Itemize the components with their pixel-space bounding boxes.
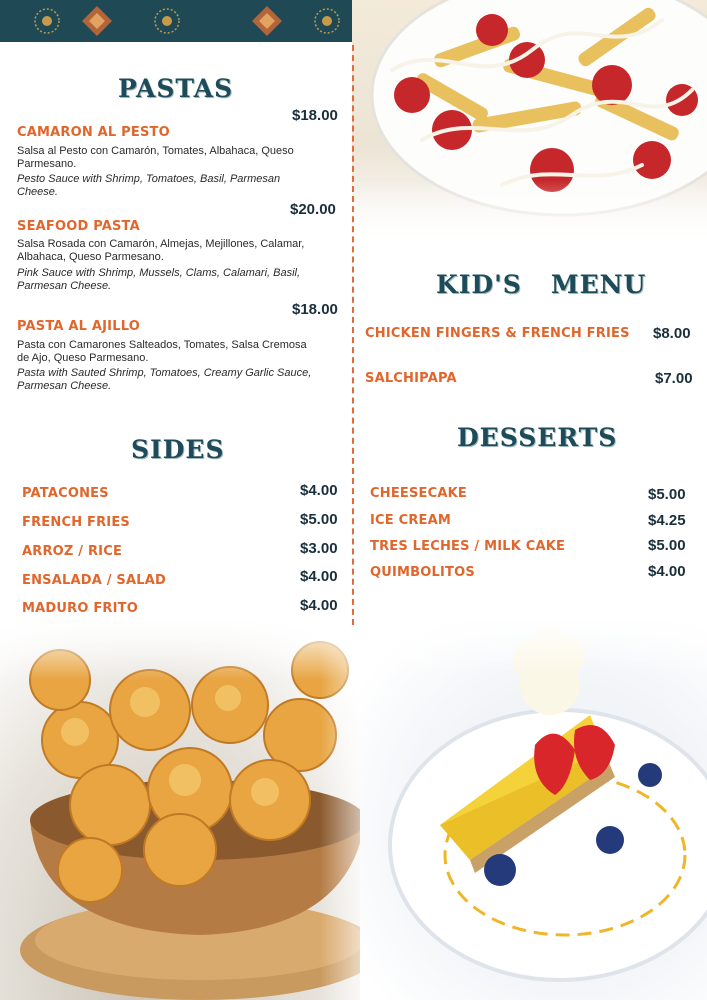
dessert-item-name: QUIMBOLITOS <box>370 565 475 580</box>
side-item-name: PATACONES <box>22 486 109 501</box>
kids-menu-heading: KID'S MENU <box>436 270 647 299</box>
column-divider <box>352 45 354 625</box>
side-item-price: $4.00 <box>300 482 338 499</box>
decorative-band <box>0 0 352 42</box>
pasta-description-en: Pesto Sauce with Shrimp, Tomatoes, Basil, Parmesan Cheese. <box>17 173 281 198</box>
pasta-price: $20.00 <box>290 201 336 218</box>
kids-item-price: $7.00 <box>655 370 693 387</box>
diamond-ornament-icon <box>80 4 114 38</box>
pasta-description-en: Pasta with Sauted Shrimp, Tomatoes, Creamy Garlic Sauce, Parmesan Cheese. <box>17 367 312 392</box>
dessert-item-price: $4.00 <box>648 563 686 580</box>
dessert-item-name: ICE CREAM <box>370 513 452 528</box>
side-item-price: $3.00 <box>300 540 338 557</box>
cheesecake-plate-illustration <box>360 615 707 1000</box>
pasta-price: $18.00 <box>292 107 338 124</box>
mandala-ornament-icon <box>150 4 184 38</box>
side-item-price: $5.00 <box>300 511 338 528</box>
pasta-description-en: Pink Sauce with Shrimp, Mussels, Clams, Calamari, Basil, Parmesan Cheese. <box>17 267 301 292</box>
dessert-item-name: CHEESECAKE <box>370 486 467 501</box>
dessert-item-price: $4.25 <box>648 512 686 529</box>
side-item-name: ARROZ / RICE <box>22 544 123 559</box>
pasta-price: $18.00 <box>292 301 338 318</box>
dessert-item-price: $5.00 <box>648 486 686 503</box>
salchipapa-photo <box>352 0 707 245</box>
cheesecake-photo <box>360 615 707 1000</box>
pasta-description-es: Salsa al Pesto con Camarón, Tomates, Albahaca, Queso Parmesano. <box>17 145 294 170</box>
side-item-name: MADURO FRITO <box>22 601 138 616</box>
pastas-heading: PASTAS <box>118 74 234 103</box>
pasta-description-es: Pasta con Camarones Salteados, Tomates, Salsa Cremosa de Ajo, Queso Parmesano. <box>17 339 307 364</box>
mandala-ornament-icon <box>30 4 64 38</box>
dessert-item-price: $5.00 <box>648 537 686 554</box>
diamond-ornament-icon <box>250 4 284 38</box>
kids-item-price: $8.00 <box>653 325 691 342</box>
pasta-description-es: Salsa Rosada con Camarón, Almejas, Mejillones, Calamar, Albahaca, Queso Parmesano. <box>17 238 305 263</box>
mandala-ornament-icon <box>310 4 344 38</box>
side-item-price: $4.00 <box>300 597 338 614</box>
side-item-name: FRENCH FRIES <box>22 515 130 530</box>
kids-item-name: CHICKEN FINGERS & FRENCH FRIES <box>365 326 630 341</box>
kids-item-name: SALCHIPAPA <box>365 371 457 386</box>
side-item-price: $4.00 <box>300 568 338 585</box>
dessert-item-name: TRES LECHES / MILK CAKE <box>370 539 566 554</box>
patacones-photo <box>0 620 380 1000</box>
salchipapa-plate-illustration <box>352 0 707 245</box>
pasta-name: SEAFOOD PASTA <box>17 219 140 234</box>
side-item-name: ENSALADA / SALAD <box>22 573 166 588</box>
desserts-heading: DESSERTS <box>457 423 618 452</box>
pasta-name: PASTA AL AJILLO <box>17 319 140 334</box>
sides-heading: SIDES <box>131 435 225 464</box>
patacones-bowl-illustration <box>0 620 380 1000</box>
pasta-name: CAMARON AL PESTO <box>17 125 170 140</box>
